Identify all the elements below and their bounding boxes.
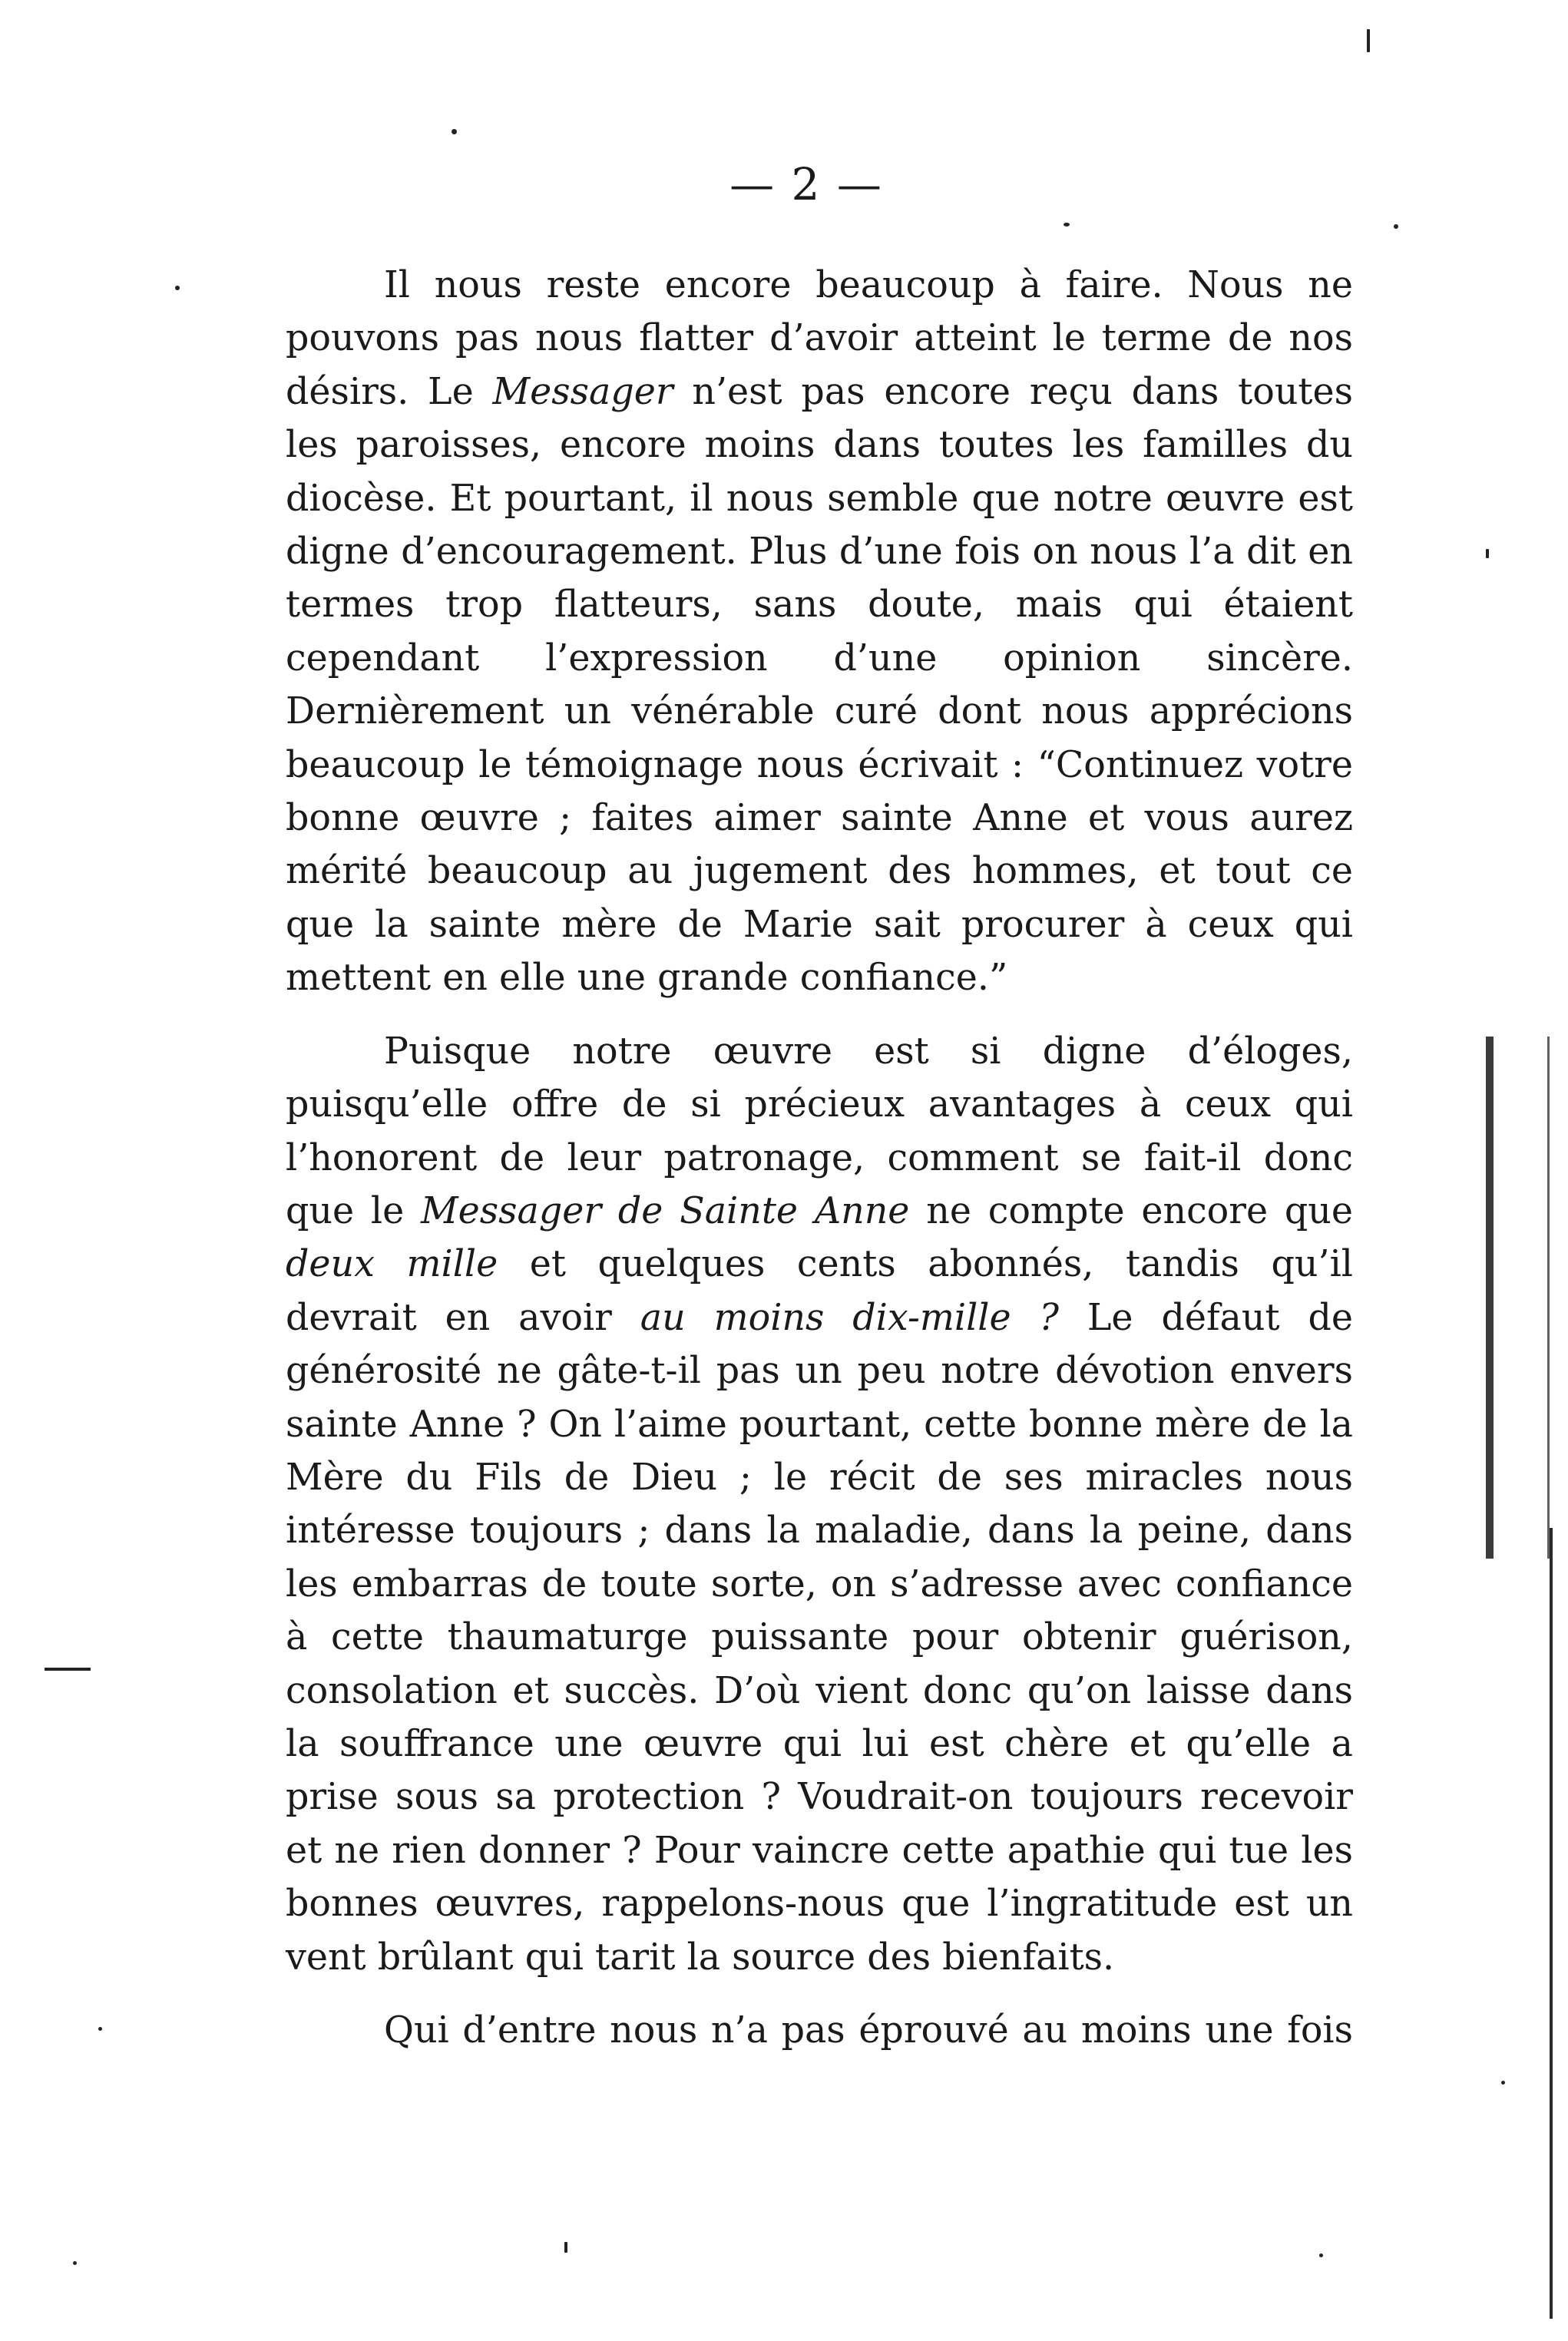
binding-edge-line — [1550, 1528, 1553, 2319]
scan-speck — [564, 2242, 567, 2253]
paragraph-3 — [286, 2004, 1353, 2057]
scan-speck — [1064, 223, 1070, 226]
scan-speck — [1367, 29, 1370, 52]
binding-edge-mark — [1486, 1037, 1550, 1559]
text-run: Le défaut de générosité ne gâte-t-il pas un peu notre dévotion envers sainte Anne ? On l’aime pourtant, cette bonne mère de la Mère du Fils de Dieu ; le récit de ses miracles nous intéresse toujours ; dans la maladie, dans la peine, dans les embarras de toute sorte, on s’adresse avec confiance à cette thaumaturge puissante pour obtenir guérison, consolation et succès. D’où vient donc qu’on laisse dans la souffrance une œuvre qui lui est chère et qu’elle a prise sous sa protection ? Voudrait-on toujours recevoir et ne rien donner ? Pour vaincre cette apathie qui tue les bonnes œuvres, rappelons-nous que l’ingratitude est un vent brûlant qui tarit la source des bienfaits. — [286, 1296, 1353, 1979]
text-run: ne compte encore que — [909, 1189, 1354, 1232]
scan-speck — [1501, 2081, 1505, 2085]
scan-speck — [452, 129, 457, 134]
italic-text: Messager de Sainte Anne — [421, 1189, 910, 1232]
italic-text: Messager — [492, 370, 673, 413]
italic-text: au moins dix-mille ? — [640, 1296, 1059, 1339]
paragraph-2 — [286, 1025, 1353, 1984]
page-number: — 2 — — [729, 158, 883, 210]
scan-speck — [98, 2027, 102, 2031]
scan-speck — [73, 2261, 77, 2265]
text-run: et quelques cents abonnés, tandis qu’il devrait en avoir — [286, 1243, 1353, 1339]
scan-speck — [175, 286, 180, 290]
text-run: Il nous reste encore beaucoup à faire. Nous ne pouvons pas nous flatter d’avoir atteint le terme de nos désirs. Le — [286, 264, 1353, 413]
text-run: Qui d’entre nous n’a pas éprouvé au moins une fois — [384, 2009, 1353, 2052]
paragraph-1 — [286, 259, 1353, 1005]
text-run: Puisque notre œuvre est si digne d’éloges, puisqu’elle offre de si précieux avantages à ceux qui l’honorent de leur patronage, comment se fait-il donc que le — [286, 1030, 1353, 1232]
margin-dash-mark — [45, 1668, 91, 1671]
scan-speck — [1394, 224, 1398, 229]
italic-text: deux mille — [286, 1243, 498, 1286]
scan-speck — [1319, 2253, 1323, 2257]
body-text — [286, 259, 1353, 2057]
text-run: n’est pas encore reçu dans toutes les paroisses, encore moins dans toutes les familles du diocèse. Et pourtant, il nous semble que notre œuvre est digne d’encouragement. Plus d’une fois on nous l’a dit en termes trop flatteurs, sans doute, mais qui étaient cependant l’expression d’une opinion sincère. Dernièrement un vénérable curé dont nous apprécions beaucoup le témoignage nous écrivait : “Continuez votre bonne œuvre ; faites aimer sainte Anne et vous aurez mérité beaucoup au jugement des hommes, et tout ce que la sainte mère de Marie sait procurer à ceux qui mettent en elle une grande confiance.” — [286, 370, 1353, 1000]
scan-speck — [1486, 549, 1489, 558]
